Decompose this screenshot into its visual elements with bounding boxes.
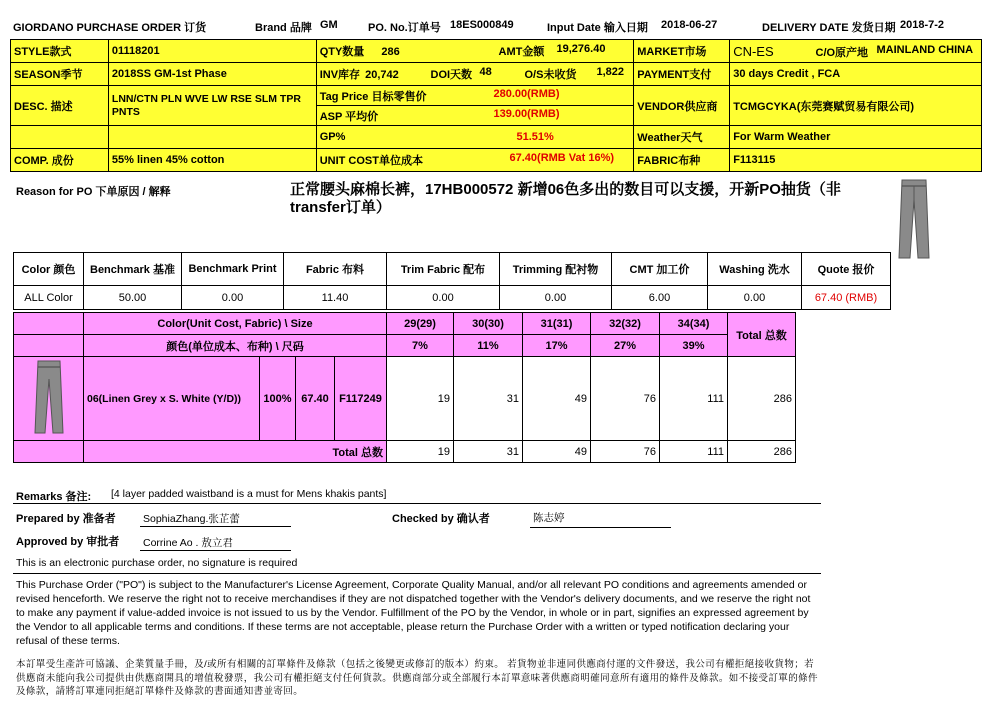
- cost-header: Trimming 配衬物: [500, 253, 612, 286]
- style-label: STYLE款式: [11, 40, 109, 63]
- comp-value: 55% linen 45% cotton: [108, 149, 316, 172]
- size-header: 34(34): [660, 313, 728, 335]
- reason-label: Reason for PO 下单原因 / 解释: [16, 186, 171, 198]
- electronic-note: This is an electronic purchase order, no signature is required: [16, 557, 298, 569]
- prepared-label: Prepared by 准备者: [16, 513, 116, 525]
- doi-label: DOI天数: [430, 69, 473, 81]
- size-header-line1: Color(Unit Cost, Fabric) \ Size: [84, 313, 387, 335]
- size-header: 30(30): [454, 313, 523, 335]
- unit-cost-cell: [316, 149, 634, 172]
- inv-label: INV库存: [319, 69, 361, 81]
- pants-image: [896, 178, 932, 260]
- vendor-value: TCMGCYKA(东莞赛赋贸易有限公司): [730, 86, 982, 126]
- prepared-value: SophiaZhang.张芷蕾: [143, 513, 240, 525]
- unit-cost-label: UNIT COST单位成本: [319, 155, 423, 167]
- gp-value: 51.51%: [516, 131, 554, 143]
- size-ratio: 7%: [387, 335, 454, 357]
- approved-value: Corrine Ao . 敖立君: [143, 537, 233, 549]
- qty-cell: 31: [454, 357, 523, 441]
- cost-cell: 50.00: [84, 286, 182, 310]
- cost-header: Trim Fabric 配布: [387, 253, 500, 286]
- total-qty: 76: [591, 441, 660, 463]
- color-name: 06(Linen Grey x S. White (Y/D)): [84, 357, 260, 441]
- grand-total: 286: [728, 441, 796, 463]
- po-title: GIORDANO PURCHASE ORDER 订货: [13, 22, 207, 34]
- cost-cell: 0.00: [708, 286, 802, 310]
- tag-price-value: 280.00(RMB): [493, 87, 560, 100]
- desc-value: LNN/CTN PLN WVE LW RSE SLM TPR PNTS: [108, 86, 316, 126]
- weather-value: For Warm Weather: [730, 126, 982, 149]
- size-header: 32(32): [591, 313, 660, 335]
- payment-value: 30 days Credit , FCA: [730, 63, 982, 86]
- asp-label: ASP 平均价: [319, 110, 379, 123]
- season-label: SEASON季节: [11, 63, 109, 86]
- season-value: 2018SS GM-1st Phase: [108, 63, 316, 86]
- size-header: 31(31): [523, 313, 591, 335]
- cost-cell: 0.00: [387, 286, 500, 310]
- cost-cell: ALL Color: [14, 286, 84, 310]
- delivery-date-label: DELIVERY DATE 发货日期: [762, 22, 896, 34]
- cost-header: Benchmark 基准: [84, 253, 182, 286]
- size-ratio: 11%: [454, 335, 523, 357]
- signature-line: [140, 550, 291, 551]
- qty-cell: 111: [660, 357, 728, 441]
- checked-label: Checked by 确认者: [392, 513, 490, 525]
- size-header-blank: [14, 313, 84, 335]
- os-value: 1,822: [596, 66, 625, 78]
- total-qty: 31: [454, 441, 523, 463]
- inv-value: 20,742: [365, 69, 399, 81]
- market-origin-cell: [730, 40, 982, 63]
- style-value: 01118201: [108, 40, 316, 63]
- brand-label: Brand 品牌: [255, 22, 312, 34]
- po-number-label: PO. No.订单号: [368, 22, 441, 34]
- color-fabric: F117249: [335, 357, 387, 441]
- inventory-cell: [316, 63, 634, 86]
- cost-header: Washing 洗水: [708, 253, 802, 286]
- doi-value: 48: [479, 66, 492, 78]
- product-thumbnail: [32, 359, 66, 435]
- cost-header: Benchmark Print: [182, 253, 284, 286]
- quote-cell: 67.40 (RMB): [802, 286, 891, 310]
- origin-value: MAINLAND CHINA: [876, 43, 974, 56]
- divider: [13, 573, 821, 574]
- brand-value: GM: [320, 19, 338, 31]
- size-header-blank: [14, 335, 84, 357]
- cost-header: Color 颜色: [14, 253, 84, 286]
- cost-header: Quote 报价: [802, 253, 891, 286]
- fabric-value: F113115: [730, 149, 982, 172]
- size-header-line2: 颜色(单位成本、布种) \ 尺码: [84, 335, 387, 357]
- remarks-label: Remarks 备注:: [16, 491, 92, 503]
- signature-line: [530, 527, 671, 528]
- empty-cell: [11, 126, 109, 149]
- input-date-value: 2018-06-27: [661, 19, 718, 31]
- size-header: 29(29): [387, 313, 454, 335]
- cost-cell: 6.00: [612, 286, 708, 310]
- qty-amt-cell: [316, 40, 634, 63]
- empty-cell: [108, 126, 316, 149]
- size-ratio: 17%: [523, 335, 591, 357]
- qty-label: QTY数量: [319, 46, 365, 58]
- unit-cost-value: 67.40(RMB Vat 16%): [509, 152, 615, 164]
- terms-english: This Purchase Order ("PO") is subject to the Manufacturer's License Agreement, Corporate Quality Manual, and/or all relevant PO conditions and agreements amended or revised henceforth. We reserve the right not to receive merchandises if they are not dispatched together with the Vendor's delivery documents, and we reserve the right not to make any payment if value-added invoice is not issued to us by the Vendor. Fulfillment of the PO by the Vendor, in whole or in part, signifies an expressed agreement by the Vendor to all applicable terms and conditions. If these terms are not acceptable, please return the Purchase Order with a written or typed notification declaring your refusal of these terms.: [16, 579, 811, 647]
- total-qty: 111: [660, 441, 728, 463]
- total-qty: 19: [387, 441, 454, 463]
- market-value: CN-ES: [733, 43, 774, 59]
- po-number-value: 18ES000849: [450, 19, 514, 31]
- cost-breakdown-table: [13, 252, 891, 310]
- input-date-label: Input Date 输入日期: [547, 22, 648, 34]
- remarks-value: [4 layer padded waistband is a must for Mens khakis pants]: [111, 488, 387, 500]
- qty-cell: 76: [591, 357, 660, 441]
- total-qty: 49: [523, 441, 591, 463]
- color-cost: 67.40: [296, 357, 335, 441]
- size-ratio: 27%: [591, 335, 660, 357]
- checked-value: 陈志婷: [533, 512, 565, 524]
- po-info-grid: [10, 39, 982, 172]
- payment-label: PAYMENT支付: [634, 63, 730, 86]
- total-blank: [14, 441, 84, 463]
- cost-cell: 0.00: [500, 286, 612, 310]
- weather-label: Weather天气: [634, 126, 730, 149]
- qty-cell: 19: [387, 357, 454, 441]
- cost-cell: 0.00: [182, 286, 284, 310]
- market-label: MARKET市场: [634, 40, 730, 63]
- qty-value: 286: [381, 46, 400, 58]
- color-percent: 100%: [260, 357, 296, 441]
- asp-value: 139.00(RMB): [493, 107, 560, 120]
- size-ratio: 39%: [660, 335, 728, 357]
- amt-value: 19,276.40: [556, 43, 606, 55]
- tag-price-cell: [316, 86, 634, 106]
- cost-header: CMT 加工价: [612, 253, 708, 286]
- divider: [13, 503, 821, 504]
- os-label: O/S未收货: [524, 69, 577, 81]
- terms-chinese: 本訂單受生產許可協議、企業質量手冊，及/或所有相關的訂單條件及條款（包括之後變更或修訂的版本）約束。 若貨物並非連同供應商付運的文件發送，我公司有權拒絕接收貨物；若供應商未能向我公司提供由供應商開具的增值稅發票，我公司有權拒絕支付任何貨款。供應商部分或全部履行本訂單意味著供應商明確同意所有適用的條件及條款。如不接受訂單的條件及條款，請將訂單連同拒絕訂單條件及條款的書面通知書並寄回。: [16, 659, 818, 697]
- approved-label: Approved by 审批者: [16, 536, 120, 548]
- vendor-label: VENDOR供应商: [634, 86, 730, 126]
- row-total: 286: [728, 357, 796, 441]
- gp-label: GP%: [319, 131, 346, 143]
- qty-cell: 49: [523, 357, 591, 441]
- cost-cell: 11.40: [284, 286, 387, 310]
- signature-line: [140, 526, 291, 527]
- amt-label: AMT金额: [498, 46, 545, 58]
- comp-label: COMP. 成份: [11, 149, 109, 172]
- total-row-label: Total 总数: [84, 441, 387, 463]
- origin-label: C/O原产地: [815, 46, 869, 59]
- product-thumb-cell: [14, 357, 84, 441]
- reason-text: 正常腰头麻棉长裤，17HB000572 新增06色多出的数目可以支援，开新PO抽货（非transfer订单）: [290, 181, 841, 216]
- fabric-label: FABRIC布种: [634, 149, 730, 172]
- total-header: Total 总数: [728, 313, 796, 357]
- desc-label: DESC. 描述: [11, 86, 109, 126]
- gp-cell: [316, 126, 634, 149]
- size-breakdown-table: [13, 312, 796, 463]
- delivery-date-value: 2018-7-2: [900, 19, 945, 31]
- asp-cell: [316, 106, 634, 126]
- tag-price-label: Tag Price 目标零售价: [319, 90, 427, 103]
- cost-header: Fabric 布料: [284, 253, 387, 286]
